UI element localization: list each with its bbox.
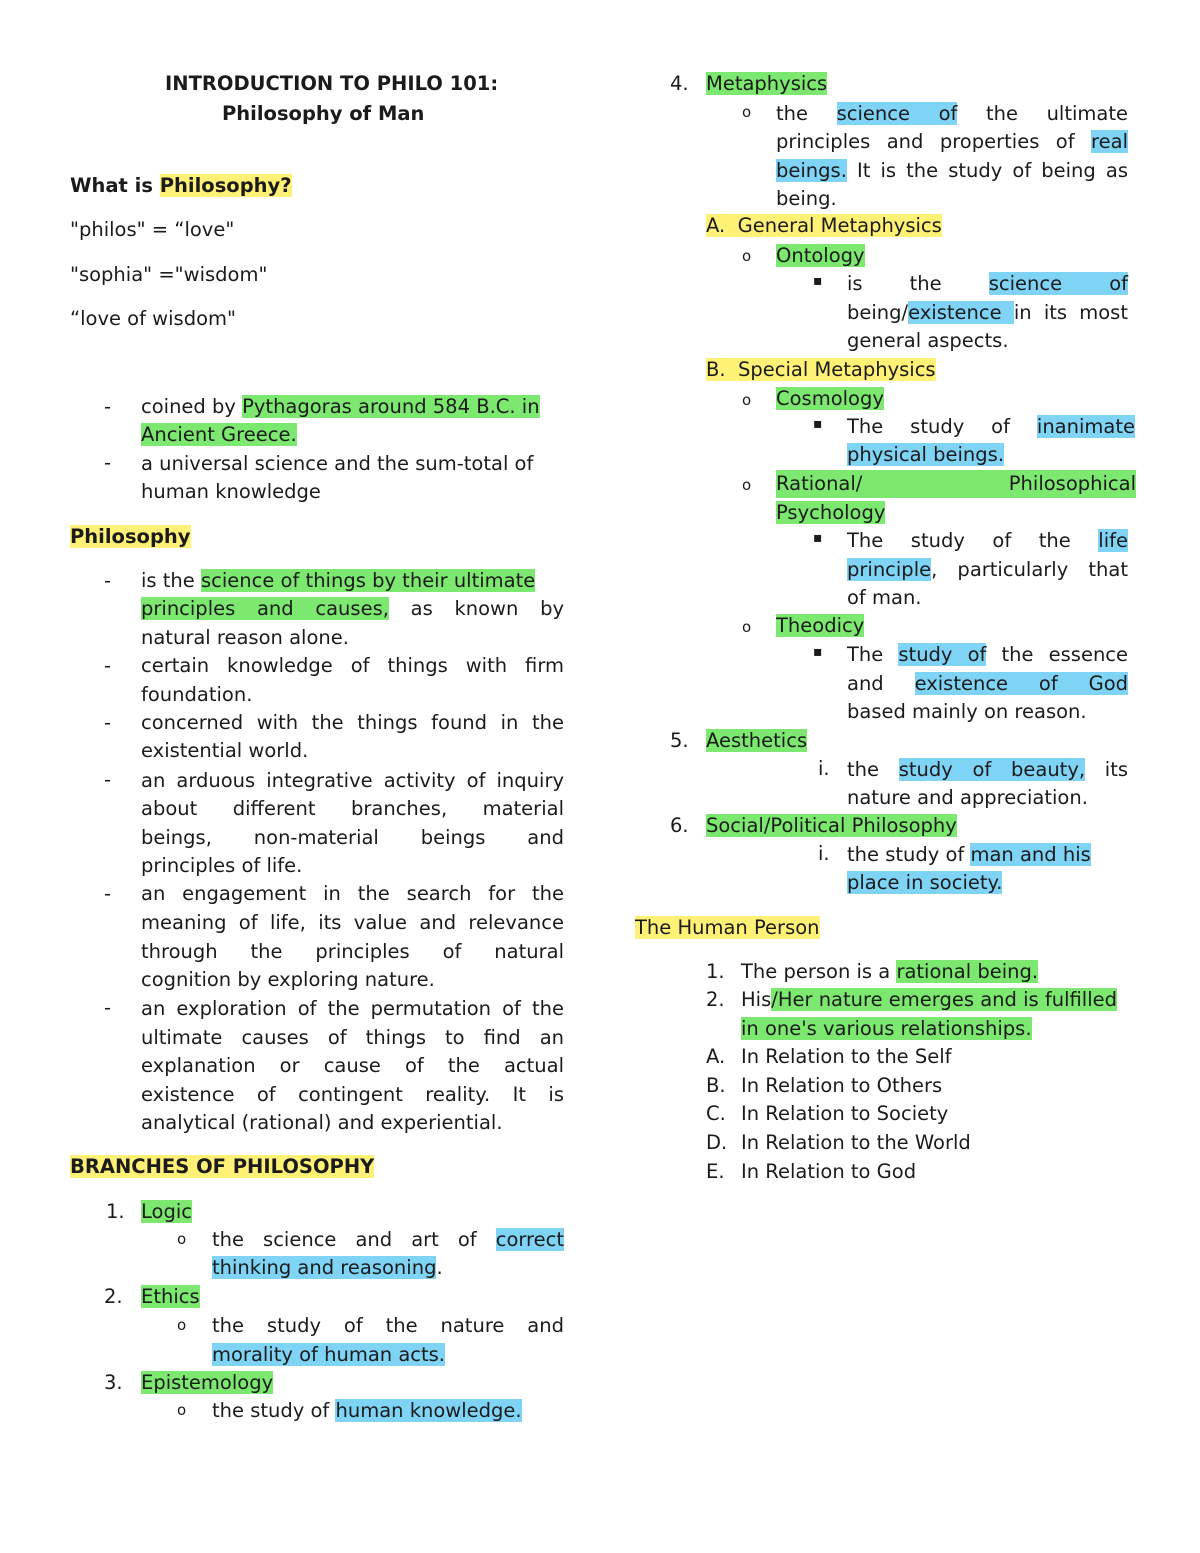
etymology-love-of-wisdom: “love of wisdom" [70, 307, 236, 330]
branches-heading: BRANCHES OF PHILOSOPHY [70, 1155, 375, 1178]
def-line12: an engagement in the search for the [141, 882, 564, 905]
list-number: 1. [706, 960, 725, 983]
roman-marker: i. [818, 842, 830, 865]
relation-society: In Relation to Society [741, 1102, 949, 1125]
theodicy-label: Theodicy [776, 614, 865, 637]
def-line4: certain knowledge of things with firm [141, 654, 564, 677]
circle-bullet: o [742, 103, 752, 121]
relation-god: In Relation to God [741, 1160, 917, 1183]
square-bullet: ▪ [813, 273, 823, 289]
theo-line1: The study of the essence [847, 643, 1129, 666]
relation-letter: E. [706, 1160, 725, 1183]
branch-ethics: Ethics [141, 1285, 200, 1308]
general-metaphysics: A. General Metaphysics [706, 214, 942, 237]
def-line10: beings, non-material beings and [141, 826, 564, 849]
meta-line1: the science of the ultimate [776, 102, 1128, 125]
soc-line2: place in society. [847, 871, 1003, 894]
cosmo-line1: The study of inanimate [847, 415, 1135, 438]
relation-letter: B. [706, 1074, 726, 1097]
dash-marker: - [104, 711, 112, 734]
what-is-highlight: Philosophy? [159, 174, 292, 197]
relation-letter: C. [706, 1102, 726, 1125]
etymology-sophia: "sophia" ="wisdom" [70, 263, 268, 286]
human-item1: The person is a rational being. [741, 960, 1039, 983]
human-item2-line2: in one's various relationships. [741, 1017, 1032, 1040]
logic-line2: thinking and reasoning. [212, 1256, 443, 1279]
def-line2: principles and causes, as known by [141, 597, 564, 620]
what-is-prefix: What is [70, 174, 160, 197]
branch-social-political: Social/Political Philosophy [706, 814, 957, 837]
human-item2-line1: His/Her nature emerges and is fulfilled [741, 988, 1117, 1011]
square-bullet: ▪ [813, 530, 823, 546]
circle-bullet: o [177, 1230, 187, 1248]
def-line15: cognition by exploring nature. [141, 968, 435, 991]
relation-others: In Relation to Others [741, 1074, 943, 1097]
def-line1: is the science of things by their ultimate [141, 569, 536, 592]
coined-line1: coined by Pythagoras around 584 B.C. in [141, 395, 540, 418]
square-bullet: ▪ [813, 416, 823, 432]
circle-bullet: o [742, 476, 752, 494]
onto-line1: is the science of [847, 272, 1128, 295]
relation-world: In Relation to the World [741, 1131, 971, 1154]
page-title-line2: Philosophy of Man [222, 102, 425, 125]
relation-self: In Relation to the Self [741, 1045, 952, 1068]
def-line13: meaning of life, its value and relevance [141, 911, 564, 934]
what-is-heading [70, 174, 292, 197]
dash-marker: - [104, 654, 112, 677]
square-bullet: ▪ [813, 644, 823, 660]
rational-line2: Psychology [776, 501, 886, 524]
meta-line4: being. [776, 187, 837, 210]
theo-line3: based mainly on reason. [847, 700, 1087, 723]
dash-marker: - [104, 395, 112, 418]
def-line5: foundation. [141, 683, 253, 706]
soc-line1: the study of man and his [847, 843, 1091, 866]
aest-line2: nature and appreciation. [847, 786, 1088, 809]
dash-marker: - [104, 768, 112, 791]
page-title-line1: INTRODUCTION TO PHILO 101: [165, 72, 499, 95]
list-number: 2. [104, 1285, 123, 1308]
def-line17: ultimate causes of things to find an [141, 1026, 564, 1049]
circle-bullet: o [742, 391, 752, 409]
def-line3: natural reason alone. [141, 626, 349, 649]
coined-line4: human knowledge [141, 480, 321, 503]
human-person-heading: The Human Person [635, 916, 820, 939]
aest-line1: the study of beauty, its [847, 758, 1129, 781]
def-line16: an exploration of the permutation of the [141, 997, 564, 1020]
def-line9: about different branches, material [141, 797, 564, 820]
rational-line4: principle, particularly that [847, 558, 1128, 581]
def-line18: explanation or cause of the actual [141, 1054, 564, 1077]
branch-aesthetics: Aesthetics [706, 729, 808, 752]
branch-epistemology: Epistemology [141, 1371, 274, 1394]
theo-line2: and existence of God [847, 672, 1128, 695]
circle-bullet: o [742, 247, 752, 265]
roman-marker: i. [818, 757, 830, 780]
branch-metaphysics: Metaphysics [706, 72, 828, 95]
relation-letter: D. [706, 1131, 728, 1154]
logic-line1: the science and art of correct [212, 1228, 565, 1251]
onto-line3: general aspects. [847, 329, 1009, 352]
coined-line2: Ancient Greece. [141, 423, 297, 446]
rational-line5: of man. [847, 586, 922, 609]
list-number: 6. [670, 814, 689, 837]
def-line7: existential world. [141, 739, 309, 762]
philosophy-heading: Philosophy [70, 525, 191, 548]
circle-bullet: o [177, 1401, 187, 1419]
cosmology-label: Cosmology [776, 387, 884, 410]
ethics-line1: the study of the nature and [212, 1314, 564, 1337]
relation-letter: A. [706, 1045, 726, 1068]
ontology-label: Ontology [776, 244, 865, 267]
rational-line3: The study of the life [847, 529, 1128, 552]
def-line6: concerned with the things found in the [141, 711, 564, 734]
special-metaphysics: B. Special Metaphysics [706, 358, 936, 381]
list-number: 1. [106, 1200, 125, 1223]
dash-marker: - [104, 569, 112, 592]
dash-marker: - [104, 996, 112, 1019]
list-number: 3. [104, 1371, 123, 1394]
rational-line1: Rational/ Philosophical [776, 470, 1136, 498]
circle-bullet: o [177, 1316, 187, 1334]
list-number: 4. [670, 72, 689, 95]
coined-line3: a universal science and the sum-total of [141, 452, 534, 475]
def-line8: an arduous integrative activity of inquiry [141, 769, 564, 792]
list-number: 2. [706, 988, 725, 1011]
def-line14: through the principles of natural [141, 940, 564, 963]
epist-line1: the study of human knowledge. [212, 1399, 522, 1422]
dash-marker: - [104, 451, 112, 474]
circle-bullet: o [742, 618, 752, 636]
list-number: 5. [670, 729, 689, 752]
meta-line3: beings. It is the study of being as [776, 159, 1128, 182]
cosmo-line2: physical beings. [847, 443, 1005, 466]
def-line19: existence of contingent reality. It is [141, 1083, 564, 1106]
branch-logic: Logic [141, 1200, 192, 1223]
def-line11: principles of life. [141, 854, 303, 877]
def-line20: analytical (rational) and experiential. [141, 1111, 503, 1134]
ethics-line2: morality of human acts. [212, 1343, 446, 1366]
onto-line2: being/existence in its most [847, 301, 1128, 324]
dash-marker: - [104, 882, 112, 905]
meta-line2: principles and properties of real [776, 130, 1128, 153]
etymology-philos: "philos" = “love" [70, 218, 235, 241]
